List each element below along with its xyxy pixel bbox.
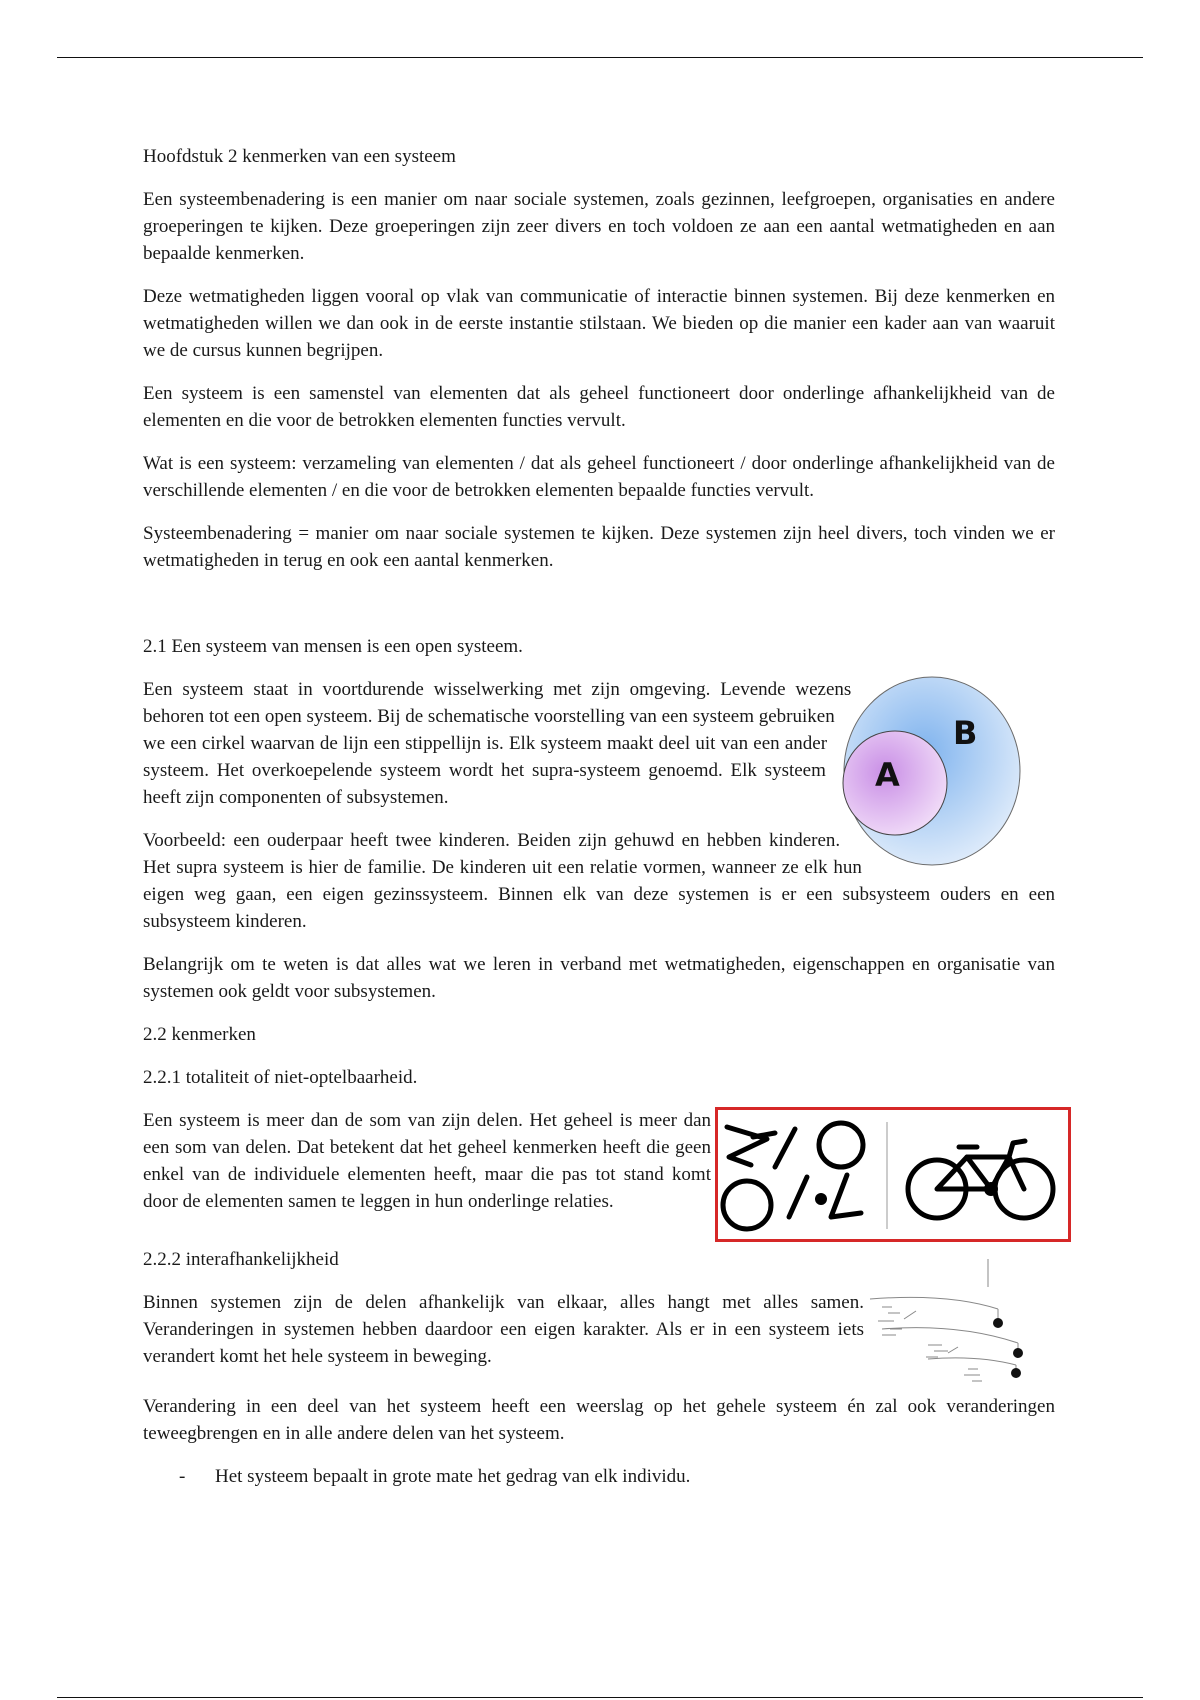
footer-rule — [57, 1697, 1143, 1698]
intro-paragraph-3: Een systeem is een samenstel van elementen dat als geheel functioneert door onderlinge afhankelijkheid van de elementen en die voor de betrokken elementen functies vervult. — [143, 383, 1055, 431]
chapter-title: Hoofdstuk 2 kenmerken van een systeem — [143, 146, 456, 167]
document-page — [143, 143, 1055, 1490]
section-2-2-2-paragraph-1: Binnen systemen zijn de delen afhankelijk van elkaar, alles hangt met alles samen. Veranderingen in systemen hebben daardoor een eigen karakter. Als er in een systeem iets verandert komt het hele systeem in beweging. — [143, 1292, 864, 1367]
intro-paragraph-5: Systeembenadering = manier om naar sociale systemen te kijken. Deze systemen zijn heel divers, toch vinden we er wetmatigheden in terug en ook een aantal kenmerken. — [143, 523, 1055, 571]
section-2-2-1-heading: 2.2.1 totaliteit of niet-optelbaarheid. — [143, 1067, 418, 1088]
section-2-2-2-heading: 2.2.2 interafhankelijkheid — [143, 1249, 339, 1270]
section-2-2-heading: 2.2 kenmerken — [143, 1024, 256, 1045]
outer-system-label: B — [953, 714, 978, 752]
section-2-2-1-paragraph: Een systeem is meer dan de som van zijn delen. Het geheel is meer dan een som van delen. Dat betekent dat het geheel kenmerken heeft die geen enkel van de individuele elementen heeft, maar die pas tot stand komt door de elementen samen te leggen in hun onderlinge relaties. — [143, 1110, 711, 1212]
bullet-item: - Het systeem bepaalt in grote mate het gedrag van elk individu. — [179, 1463, 1055, 1490]
header-rule — [57, 57, 1143, 58]
inner-system-label: A — [875, 756, 900, 794]
section-2-1-heading: 2.1 Een systeem van mensen is een open systeem. — [143, 636, 523, 657]
intro-paragraph-1: Een systeembenadering is een manier om naar sociale systemen, zoals gezinnen, leefgroepen, organisaties en andere groeperingen te kijken. Deze groeperingen zijn zeer divers en toch voldoen ze aan een aantal wetmatigheden en aan bepaalde kenmerken. — [143, 189, 1055, 264]
intro-paragraph-4: Wat is een systeem: verzameling van elementen / dat als geheel functioneert / door onderlinge afhankelijkheid van de verschillende elementen / en die voor de betrokken elementen bepaalde functies vervult. — [143, 453, 1055, 501]
intro-paragraph-2: Deze wetmatigheden liggen vooral op vlak van communicatie of interactie binnen systemen. Bij deze kenmerken en wetmatigheden willen we dan ook in de eerste instantie stilstaan. We bieden op die manier een kader aan van waaruit we de cursus kunnen begrijpen. — [143, 286, 1055, 361]
section-2-1-paragraph-1: Een systeem staat in voortdurende wisselwerking met zijn omgeving. Levende wezens behoren tot een open systeem. Bij de schematische voorstelling van een systeem gebruiken we een cirkel waarvan de lijn een stippellijn is. Elk systeem maakt deel uit van een ander systeem. Het overkoepelende systeem wordt het supra-systeem genoemd. Elk systeem heeft zijn componenten of subsystemen. — [143, 679, 852, 808]
bullet-list — [143, 1463, 1055, 1490]
venn-diagram — [821, 676, 1043, 866]
mobile-figure — [868, 1259, 1043, 1393]
section-2-1-paragraph-2: Voorbeeld: een ouderpaar heeft twee kinderen. Beiden zijn gehuwd en hebben kinderen. Het supra systeem is hier de familie. De kinderen uit een relatie vormen, wanneer ze elk hun eigen weg gaan, een eigen gezinssysteem. Binnen elk van deze systemen is er een subsysteem ouders en een subsysteem kinderen. — [143, 830, 1055, 932]
section-2-2-2-paragraph-2: Verandering in een deel van het systeem heeft een weerslag op het gehele systeem én zal ook veranderingen teweegbrengen en in alle andere delen van het systeem. — [143, 1396, 1055, 1444]
section-spacer — [143, 590, 1055, 633]
section-2-1-paragraph-3: Belangrijk om te weten is dat alles wat we leren in verband met wetmatigheden, eigenschappen en organisatie van systemen ook geldt voor subsystemen. — [143, 954, 1055, 1002]
totality-figure — [715, 1107, 1071, 1242]
